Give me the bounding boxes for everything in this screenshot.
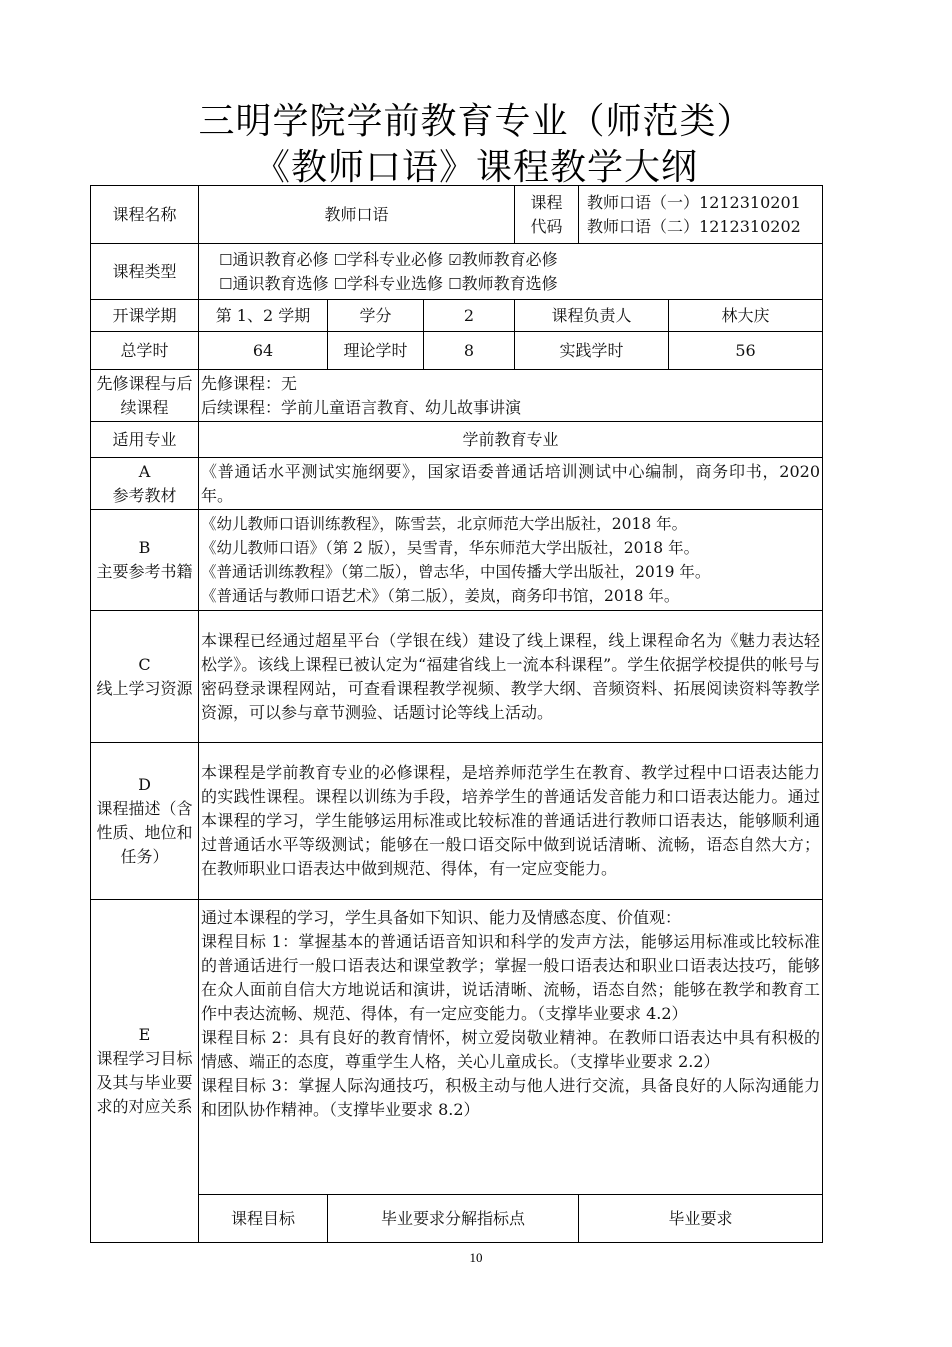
row-objectives-headers (91, 1195, 823, 1243)
checkbox-icon: ☐ (219, 274, 233, 293)
course-code-label: 课程代码 (515, 186, 579, 244)
page-number: 10 (469, 1250, 483, 1265)
semester-value: 第 1、2 学期 (199, 300, 328, 332)
checkbox-icon: ☐ (333, 274, 348, 293)
textbook-letter: A (138, 461, 151, 481)
objective-goal: 课程目标 3：掌握人际沟通技巧，积极主动与他人进行交流，具备良好的人际沟通能力和团队协作精神。（支撑毕业要求 8.2） (201, 1076, 821, 1119)
lead-value: 林大庆 (669, 300, 823, 332)
lead-label: 课程负责人 (515, 300, 669, 332)
online-label: 线上学习资源 (96, 678, 193, 698)
prereq-after: 后续课程：学前儿童语言教育、幼儿故事讲演 (201, 397, 522, 417)
row-prereq (91, 370, 823, 422)
row-major (91, 422, 823, 458)
major-value: 学前教育专业 (199, 422, 823, 458)
online-text: 本课程已经通过超星平台（学银在线）建设了线上课程，线上课程命名为《魅力表达轻松学》。该线上课程已被认定为“福建省线上一流本科课程”。学生依据学校提供的帐号与密码登录课程网站，可查看课程教学视频、教学大纲、音频资料、拓展阅读资料等教学资源，可以参与章节测验、话题讨论等线上活动。 (199, 611, 823, 743)
checkbox-icon: ☐ (333, 250, 348, 269)
row-course-type (91, 244, 823, 300)
row-online (91, 611, 823, 743)
course-name-label: 课程名称 (91, 186, 199, 244)
references-label: 主要参考书籍 (96, 562, 193, 581)
reference-item: 《幼儿教师口语训练教程》，陈雪芸，北京师范大学出版社，2018 年。 (201, 515, 688, 533)
description-label: 课程描述（含性质、地位和任务） (96, 799, 193, 866)
row-semester (91, 300, 823, 332)
practice-hours-label: 实践学时 (515, 332, 669, 370)
major-label: 适用专业 (91, 422, 199, 458)
reference-item: 《幼儿教师口语》（第 2 版），吴雪青，华东师范大学出版社，2018 年。 (201, 539, 700, 557)
objectives-intro: 通过本课程的学习，学生具备如下知识、能力及情感态度、价值观： (201, 908, 682, 927)
objective-goal: 课程目标 1：掌握基本的普通话语音知识和科学的发声方法，能够运用标准或比较标准的普通话进行一般口语表达和课堂教学；掌握一般口语表达和职业口语表达技巧，能够在众人面前自信大方地说话和演讲，说话清晰、流畅，语态自然；能够在教学和教育工作中表达流畅、规范、得体，有一定应变能力。（支撑毕业要求 4.2） (201, 932, 821, 1023)
course-name-value: 教师口语 (199, 186, 515, 244)
row-objectives (91, 900, 823, 1195)
course-type-option: 教师教育选修 (461, 273, 558, 293)
row-textbook (91, 458, 823, 510)
total-hours-label: 总学时 (91, 332, 199, 370)
credits-value: 2 (424, 300, 515, 332)
textbook-label: 参考教材 (112, 485, 177, 505)
course-type-option: 通识教育必修 (232, 249, 329, 269)
references-letter: B (138, 538, 151, 557)
prereq-before: 先修课程：无 (201, 373, 298, 393)
course-type-option: 教师教育必修 (461, 249, 558, 269)
theory-hours-value: 8 (424, 332, 515, 370)
syllabus-table (90, 185, 823, 1243)
objective-goal: 课程目标 2：具有良好的教育情怀，树立爱岗敬业精神。在教师口语表达中具有积极的情感、端正的态度，尊重学生人格，关心儿童成长。（支撑毕业要求 2.2） (201, 1028, 821, 1071)
reference-item: 《普通话与教师口语艺术》（第二版），姜岚，商务印书馆，2018 年。 (201, 587, 680, 605)
online-letter: C (138, 654, 151, 674)
description-letter: D (138, 775, 151, 794)
row-course-name (91, 186, 823, 244)
course-code-1: 教师口语（一）1212310201 (587, 192, 801, 212)
objectives-label: 课程学习目标及其与毕业要求的对应关系 (96, 1049, 193, 1116)
checkbox-checked-icon: ☑ (448, 250, 462, 269)
row-hours (91, 332, 823, 370)
practice-hours-value: 56 (669, 332, 823, 370)
header-indicator: 毕业要求分解指标点 (328, 1195, 579, 1243)
description-text: 本课程是学前教育专业的必修课程，是培养师范学生在教育、教学过程中口语表达能力的实践性课程。课程以训练为手段，培养学生的普通话发音能力和口语表达能力。通过本课程的学习，学生能够运用标准或比较标准的普通话进行教师口语表达，能够顺利通过普通话水平等级测试；能够在一般口语交际中做到说话清晰、流畅，语态自然大方；在教师职业口语表达中做到规范、得体，有一定应变能力。 (199, 743, 823, 900)
course-code-2: 教师口语（二）1212310202 (587, 216, 801, 236)
course-type-option: 学科专业选修 (347, 273, 444, 293)
prereq-label: 先修课程与后续课程 (91, 370, 199, 422)
row-description (91, 743, 823, 900)
textbook-text: 《普通话水平测试实施纲要》，国家语委普通话培训测试中心编制，商务印书，2020 年。 (199, 458, 823, 510)
course-type-option: 通识教育选修 (232, 273, 329, 293)
theory-hours-label: 理论学时 (328, 332, 424, 370)
course-type-option: 学科专业必修 (347, 249, 444, 269)
header-course-objective: 课程目标 (199, 1195, 328, 1243)
document-title-line2: 《教师口语》课程教学大纲 (253, 147, 698, 188)
semester-label: 开课学期 (91, 300, 199, 332)
document-title-line1: 三明学院学前教育专业（师范类） (198, 101, 754, 142)
checkbox-icon: ☐ (448, 274, 462, 293)
checkbox-icon: ☐ (219, 250, 233, 269)
course-type-label: 课程类型 (91, 244, 199, 300)
header-graduation-requirement: 毕业要求 (579, 1195, 823, 1243)
objectives-letter: E (138, 1025, 151, 1044)
credits-label: 学分 (328, 300, 424, 332)
row-references (91, 510, 823, 611)
total-hours-value: 64 (199, 332, 328, 370)
reference-item: 《普通话训练教程》（第二版），曾志华，中国传播大学出版社，2019 年。 (201, 563, 711, 581)
